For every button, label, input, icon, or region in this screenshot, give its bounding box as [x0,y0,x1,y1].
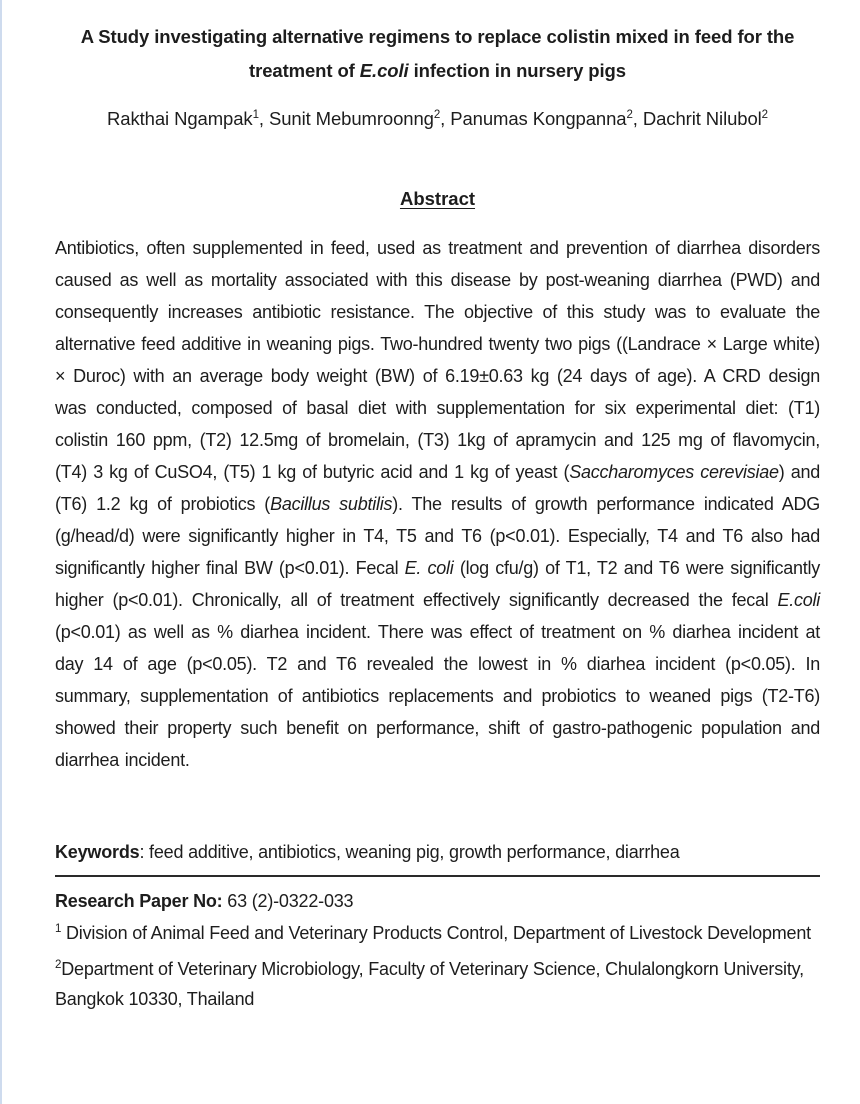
section-divider [55,875,820,877]
affiliation-1-text: Division of Animal Feed and Veterinary Products Control, Department of Livestock Development [61,923,811,943]
affiliation-1 [55,918,820,948]
paper-title: A Study investigating alternative regimens to replace colistin mixed in feed for the treatment of E.coli infection in nursery pigs [80,26,795,81]
keywords-value: : feed additive, antibiotics, weaning pig, growth performance, diarrhea [139,842,680,862]
authors-line: Rakthai Ngampak$^1$, Sunit Mebumroonng$^2$, Panumas Kongpanna$^2$, Dachrit Nilubol$^2$ [107,108,768,129]
affiliation-2-superscript: 2 [55,959,62,971]
keywords-line [55,842,820,863]
affiliation-2-text: Department of Veterinary Microbiology, Faculty of Veterinary Science, Chulalongkorn University, Bangkok 10330, Thailand [55,959,804,1009]
research-paper-no-line [55,891,820,912]
scan-edge-artifact [0,0,2,1104]
keywords-label: Keywords [55,842,140,862]
abstract-text: Antibiotics, often supplemented in feed, used as treatment and prevention of diarrhea disorders caused as well as mortality associated with this disease by post-weaning diarrhea (PWD) and consequently increases antibiotic resistance. The objective of this study was to evaluate the alternative feed additive in weaning pigs. Two-hundred twenty two pigs ((Landrace × Large white) × Duroc) with an average body weight (BW) of 6.19±0.63 kg (24 days of age). A CRD design was conducted, composed of basal diet with supplementation for six experimental diet: (T1) colistin 160 ppm, (T2) 12.5mg of bromelain, (T3) 1kg of apramycin and 125 mg of flavomycin, (T4) 3 kg of CuSO4, (T5) 1 kg of butyric acid and 1 kg of yeast (Saccharomyces cerevisiae) and (T6) 1.2 kg of probiotics (Bacillus subtilis). The results of growth performance indicated ADG (g/head/d) were significantly higher in T4, T5 and T6 (p<0.01). Especially, T4 and T6 also had significantly higher final BW (p<0.01). Fecal E. coli (log cfu/g) of T1, T2 and T6 were significantly higher (p<0.01). Chronically, all of treatment effectively significantly decreased the fecal E.coli (p<0.01) as well as % diarhea incident. There was effect of treatment on % diarhea incident at day 14 of age (p<0.05). T2 and T6 revealed the lowest in % diarhea incident (p<0.05). In summary, supplementation of antibiotics replacements and probiotics to weaned pigs (T2-T6) showed their property such benefit on performance, shift of gastro-pathogenic population and diarrhea incident. [55,238,821,770]
affiliation-1-superscript: 1 [55,923,62,935]
research-paper-no-label: Research Paper No: [55,891,223,911]
affiliation-2 [55,954,820,1014]
abstract-heading: Abstract [399,188,476,209]
research-paper-no-value: 63 (2)-0322-033 [222,891,354,911]
